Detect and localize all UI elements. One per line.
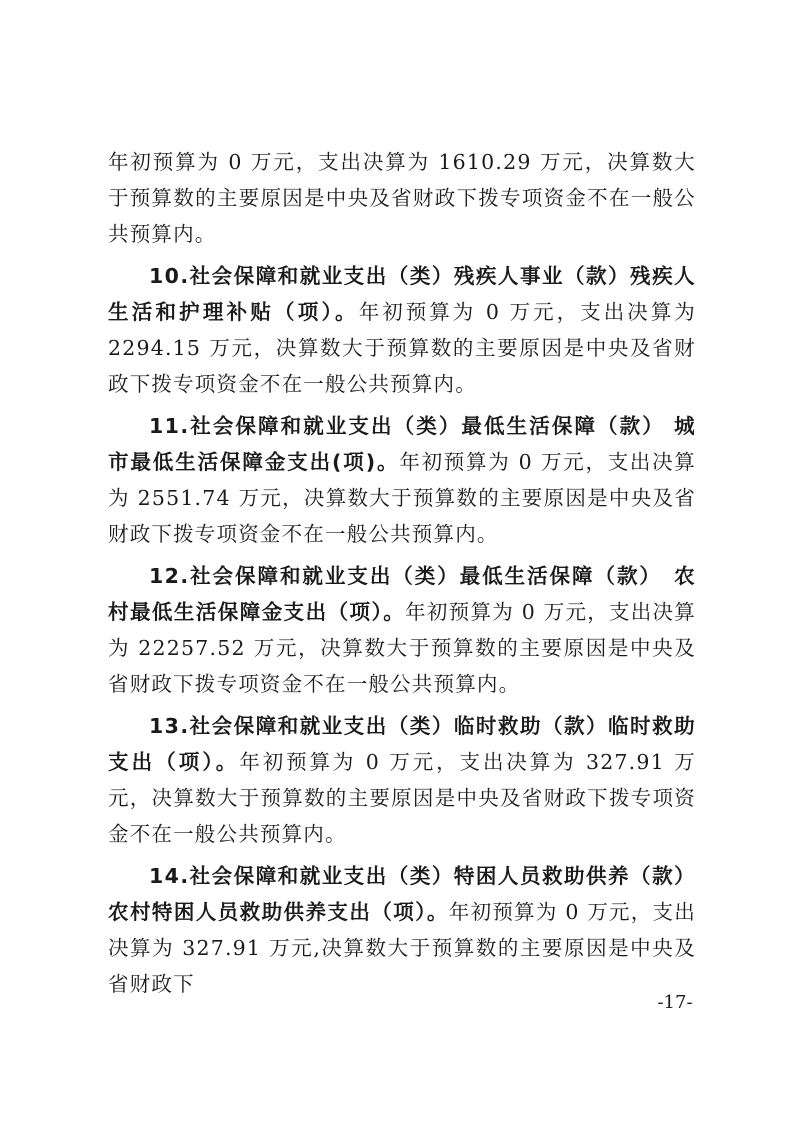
paragraph-item-12 [108,558,696,702]
paragraph-body: 年初预算为 0 万元，支出决算为 22257.52 万元，决算数大于预算数的主要原因是中央及省财政下拨专项资金不在一般公共预算内。 [108,600,696,696]
paragraph-body: 年初预算为 0 万元，支出决算为 327.91 万元，决算数大于预算数的主要原因是中央及省财政下拨专项资金不在一般公共预算内。 [108,750,696,846]
paragraph-heading: 10.社会保障和就业支出（类）残疾人事业（款）残疾人生活和护理补贴（项）。 [108,264,696,324]
page-number: -17- [657,992,693,1013]
paragraph-item-10 [108,258,696,402]
paragraph-body: 年初预算为 0 万元，支出决算为 2294.15 万元，决算数大于预算数的主要原因是中央及省财政下拨专项资金不在一般公共预算内。 [108,300,696,396]
paragraph-body: 年初预算为 0 万元，支出决算为 1610.29 万元，决算数大于预算数的主要原因是中央及省财政下拨专项资金不在一般公共预算内。 [108,150,696,246]
paragraph-item-14 [108,858,696,1002]
paragraph-body: 年初预算为 0 万元，支出决算为 327.91 万元,决算数大于预算数的主要原因是中央及省财政下 [108,900,696,996]
paragraph-heading: 14.社会保障和就业支出（类）特困人员救助供养（款）农村特困人员救助供养支出（项）。 [108,864,696,924]
paragraph-heading: 12.社会保障和就业支出（类）最低生活保障（款） 农村最低生活保障金支出（项）。 [108,564,696,624]
paragraph-item-13 [108,708,696,852]
paragraph-heading: 13.社会保障和就业支出（类）临时救助（款）临时救助支出（项）。 [108,714,696,774]
paragraph-continued [108,144,696,252]
paragraph-heading: 11.社会保障和就业支出（类）最低生活保障（款） 城市最低生活保障金支出(项)。 [108,414,696,474]
paragraph-item-11 [108,408,696,552]
paragraph-body: 年初预算为 0 万元，支出决算为 2551.74 万元，决算数大于预算数的主要原因是中央及省财政下拨专项资金不在一般公共预算内。 [108,450,697,546]
document-body [108,144,696,1008]
